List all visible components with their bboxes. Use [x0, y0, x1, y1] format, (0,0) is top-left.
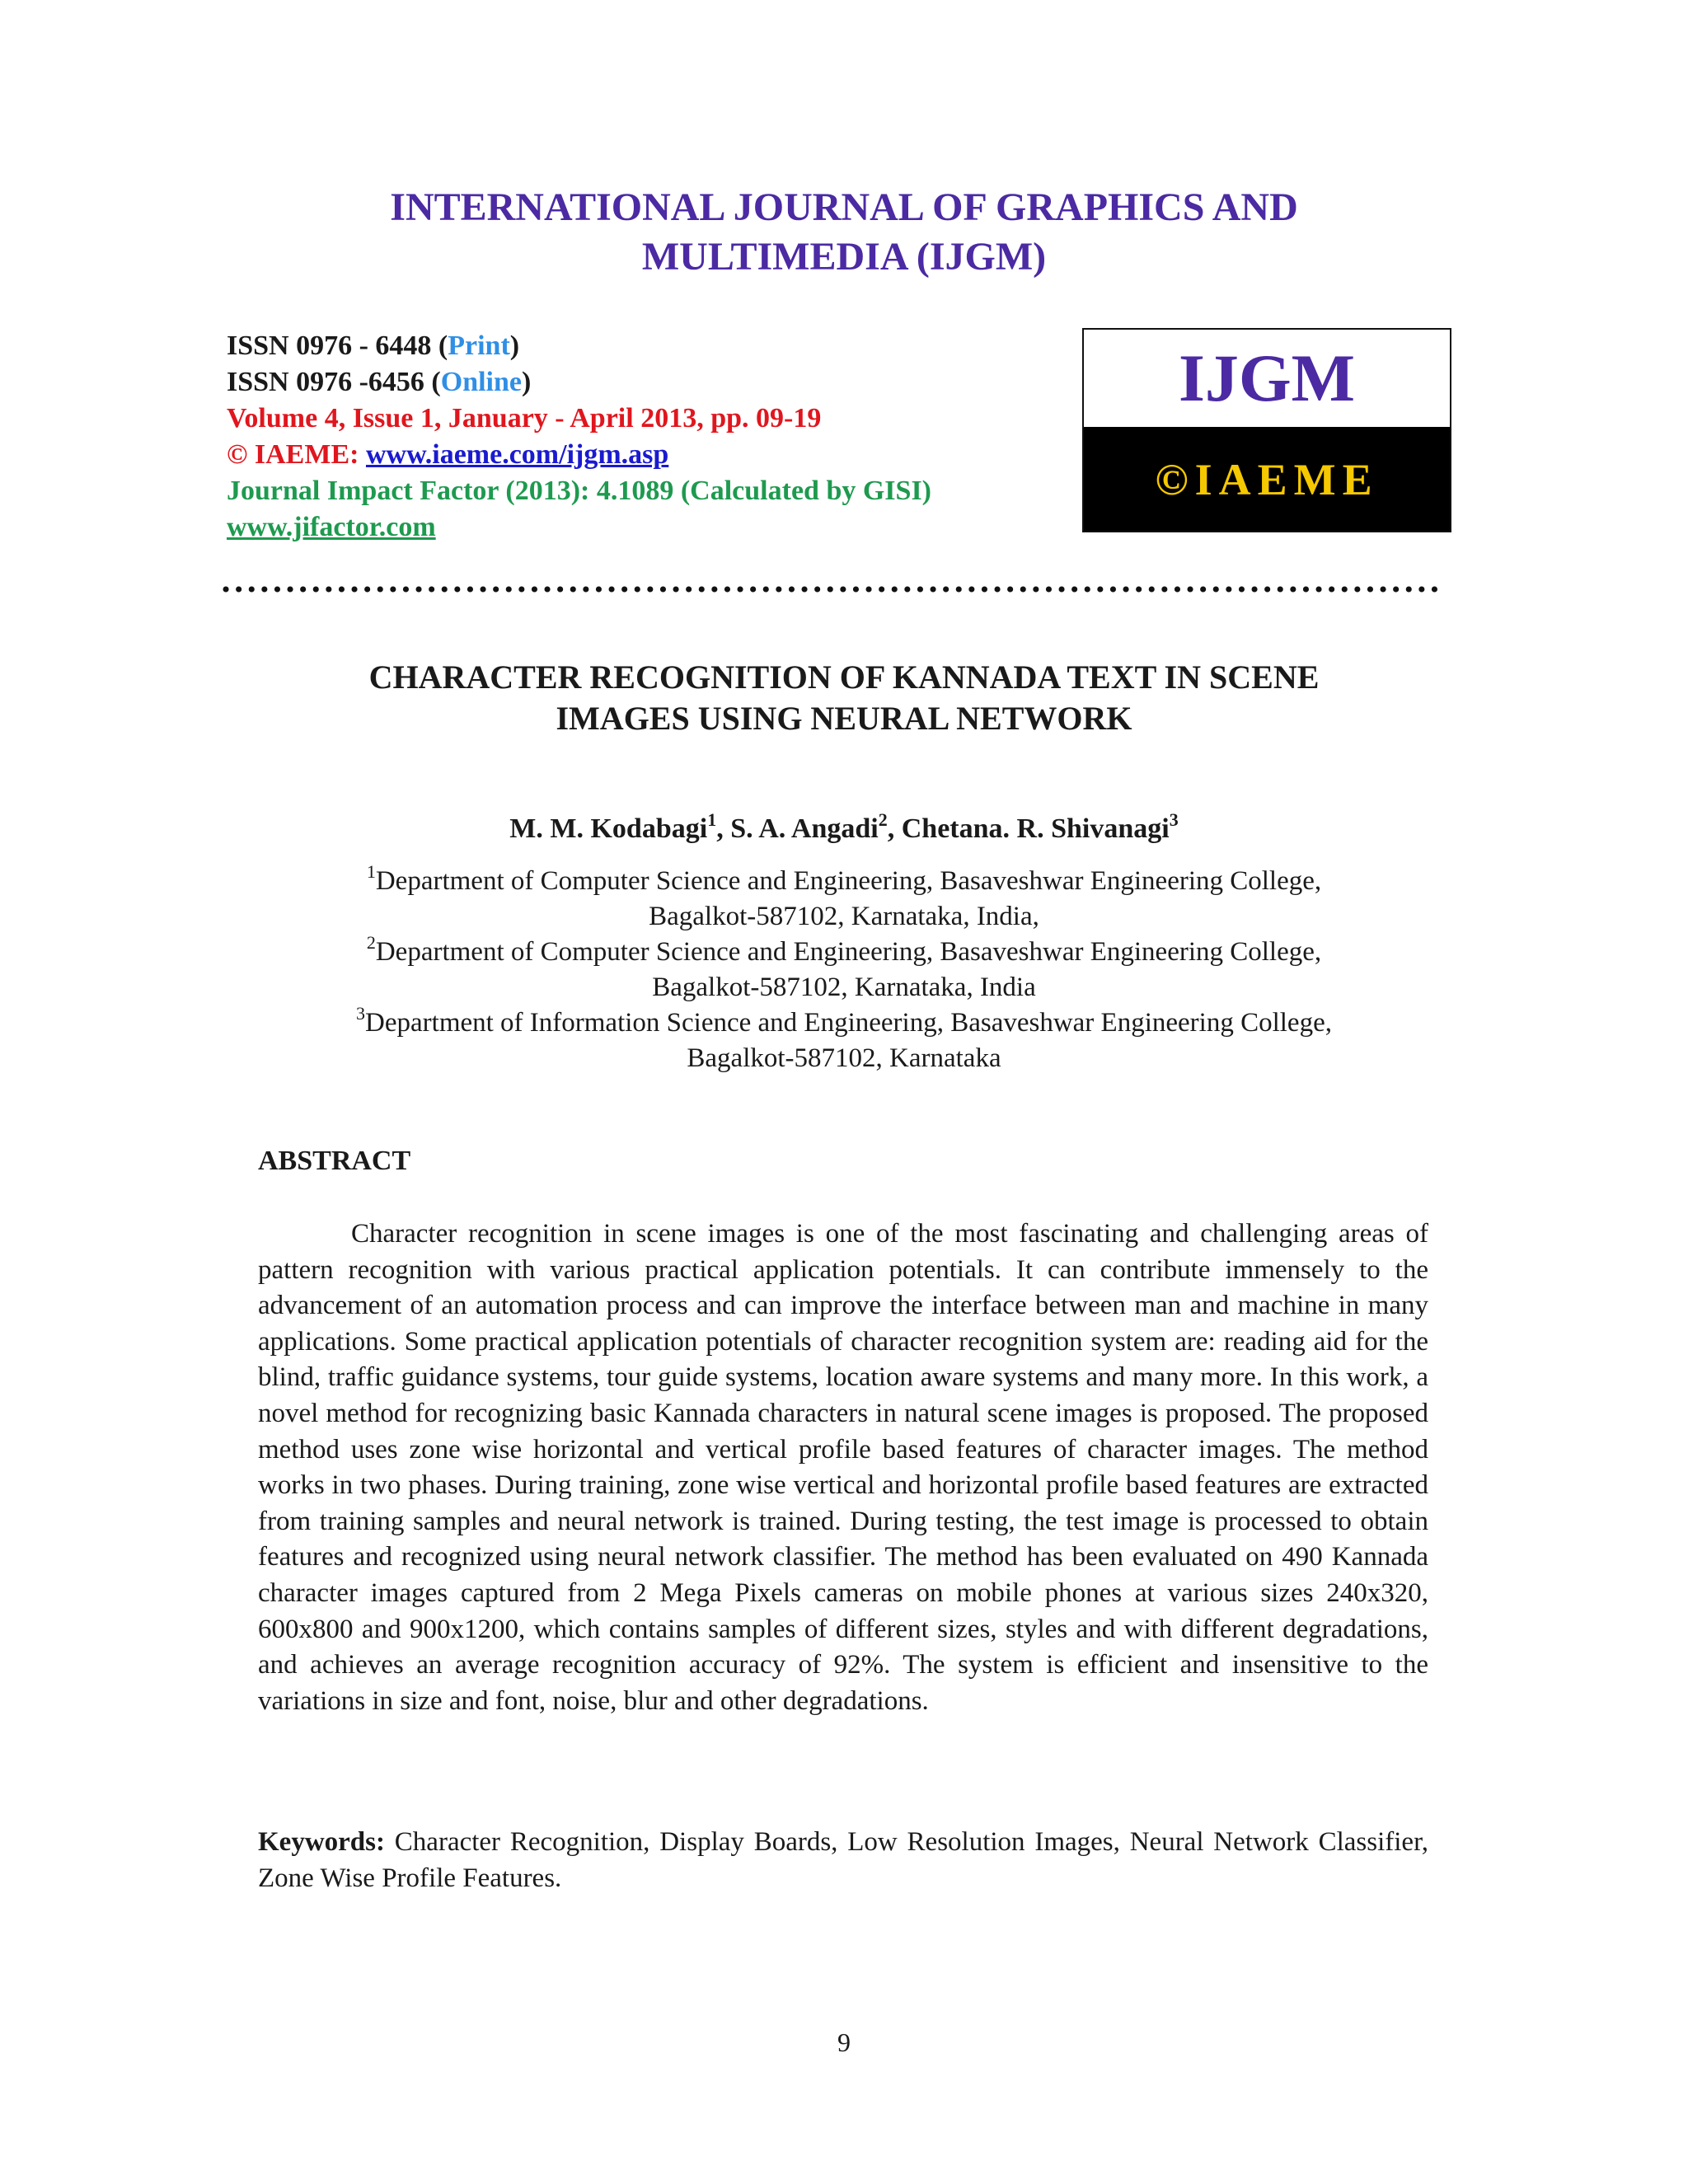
dotted-separator: [223, 583, 1451, 595]
issn-online: ISSN 0976 -6456 (Online): [227, 367, 532, 397]
page-number: 9: [837, 2027, 851, 2057]
abstract-body: Character recognition in scene images is one of the most fascinating and challenging areas of pattern recognition with various practical application potentials. It can contribute immensely to the advancement of an automation process and can improve the interface between man and machine in many applications. Some practical application potentials of character recognition system are: reading aid for the blind, traffic guidance systems, tour guide systems, location aware systems and many more. In this work, a novel method for recognizing basic Kannada characters in natural scene images is proposed. The proposed method uses zone wise horizontal and vertical profile based features of character images. The method works in two phases. During training, zone wise vertical and horizontal profile based features are extracted from training samples and neural network is trained. During testing, the test image is processed to obtain features and recognized using neural network classifier. The method has been evaluated on 490 Kannada character images captured from 2 Mega Pixels cameras on mobile phones at various sizes 240x320, 600x800 and 900x1200, which contains samples of different sizes, styles and with different degradations, and achieves an average recognition accuracy of 92%. The system is efficient and insensitive to the variations in size and font, noise, blur and other degradations.: [258, 1219, 1428, 1716]
author-name: , S. A. Angadi: [716, 813, 879, 844]
jifactor-line: [227, 509, 931, 546]
author-name: , Chetana. R. Shivanagi: [887, 813, 1170, 844]
issn-print: ISSN 0976 - 6448 (Print): [227, 330, 520, 361]
affiliation-1-line1: $^1$Department of Computer Science and Engineering, Basaveshwar Engineering College,: [366, 861, 1322, 896]
logo-title: IJGM: [1084, 330, 1450, 427]
paper-title-line2: IMAGES USING NEURAL NETWORK: [556, 700, 1132, 737]
paper-title-line1: CHARACTER RECOGNITION OF KANNADA TEXT IN SCENE: [368, 658, 1320, 696]
affiliation-1-line2: Bagalkot-587102, Karnataka, India,: [649, 902, 1039, 931]
author-name: M. M. Kodabagi: [509, 813, 708, 844]
journal-title-line1: INTERNATIONAL JOURNAL OF GRAPHICS AND: [390, 185, 1298, 229]
keywords-text: Character Recognition, Display Boards, Low Resolution Images, Neural Network Classifier, Zone Wise Profile Features.: [258, 1827, 1428, 1893]
abstract-heading: ABSTRACT: [258, 1146, 411, 1176]
affiliation-2-line1: $^2$Department of Computer Science and Engineering, Basaveshwar Engineering College,: [366, 932, 1322, 967]
volume-info: Volume 4, Issue 1, January - April 2013, pp. 09-19: [227, 403, 822, 434]
journal-title: [0, 183, 1688, 282]
ijgm-logo: [1082, 328, 1451, 532]
jifactor-link[interactable]: www.jifactor.com: [227, 512, 436, 542]
iaeme-line: © IAEME: www.iaeme.com/ijgm.asp: [227, 439, 669, 470]
journal-title-line2: MULTIMEDIA (IJGM): [641, 235, 1047, 279]
issn-block: [227, 328, 931, 546]
impact-factor: Journal Impact Factor (2013): 4.1089 (Calculated by GISI): [227, 476, 931, 506]
keywords-label: Keywords:: [258, 1827, 385, 1857]
affiliation-3-line2: Bagalkot-587102, Karnataka: [687, 1043, 1001, 1073]
iaeme-link[interactable]: www.iaeme.com/ijgm.asp: [365, 439, 669, 470]
online-label: Online: [440, 367, 522, 397]
author-list: M. M. Kodabagi$^1$, S. A. Angadi$^2$, Chetana. R. Shivanagi$^3$: [509, 808, 1179, 844]
paper-title: [0, 657, 1688, 739]
print-label: Print: [448, 330, 510, 361]
keywords: [258, 1825, 1428, 1896]
logo-iaeme: ©IAEME: [1084, 427, 1450, 531]
affiliation-2-line2: Bagalkot-587102, Karnataka, India: [652, 972, 1036, 1002]
affiliation-3-line1: $^3$Department of Information Science and Engineering, Basaveshwar Engineering College,: [356, 1003, 1332, 1038]
affiliations: [0, 861, 1688, 1076]
